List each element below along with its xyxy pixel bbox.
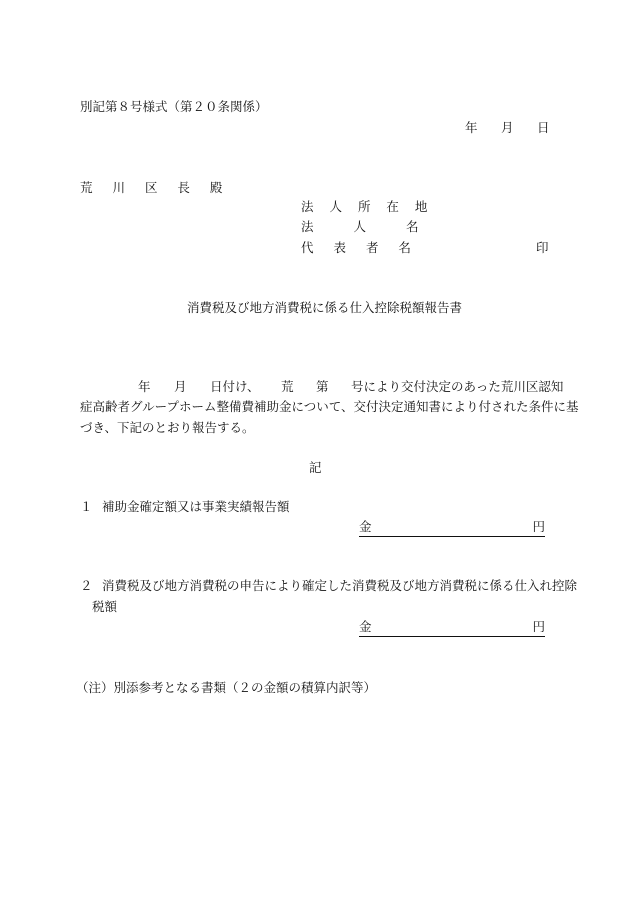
item2-amount	[359, 617, 545, 637]
item1-yen: 円	[532, 519, 545, 534]
sender-rep-label: 代 表 者 名	[301, 240, 419, 255]
body-ara: 荒	[281, 379, 294, 394]
sender-address-label: 法 人 所 在 地	[301, 199, 434, 214]
date-day: 日	[537, 120, 550, 135]
addressee: 荒 川 区 長 殿	[80, 180, 231, 195]
ki-heading: 記	[309, 460, 322, 475]
body-line-3: づき、下記のとおり報告する。	[80, 420, 255, 435]
date-year: 年	[465, 120, 478, 135]
body-rest: 号により交付決定のあった荒川区認知	[351, 379, 564, 394]
body-year: 年	[138, 379, 151, 394]
item2-yen: 円	[532, 619, 545, 634]
body-line-2: 症高齢者グループホーム整備費補助金について、交付決定通知書により付された条件に基	[80, 399, 579, 414]
item2-label-line1: 消費税及び地方消費税の申告により確定した消費税及び地方消費税に係る仕入れ控除	[102, 578, 578, 593]
item1-amount	[359, 517, 545, 537]
body-day: 日付け、	[210, 379, 260, 394]
date-month: 月	[501, 120, 514, 135]
item1-kin: 金	[359, 519, 372, 534]
item2-kin: 金	[359, 619, 372, 634]
item1-number: １	[80, 499, 93, 514]
body-dai: 第	[316, 379, 329, 394]
sender-name-label: 法 人 名	[301, 219, 437, 234]
document-title: 消費税及び地方消費税に係る仕入控除税額報告書	[187, 300, 463, 315]
body-month: 月	[174, 379, 187, 394]
item1-label: 補助金確定額又は事業実績報告額	[102, 499, 290, 514]
seal-mark: 印	[536, 240, 549, 255]
item2-label-line2: 税額	[92, 599, 118, 614]
note: （注）別添参考となる書類（２の金額の積算内訳等）	[76, 680, 377, 695]
item2-number: ２	[80, 578, 93, 593]
form-label: 別記第８号様式（第２０条関係）	[80, 99, 268, 114]
